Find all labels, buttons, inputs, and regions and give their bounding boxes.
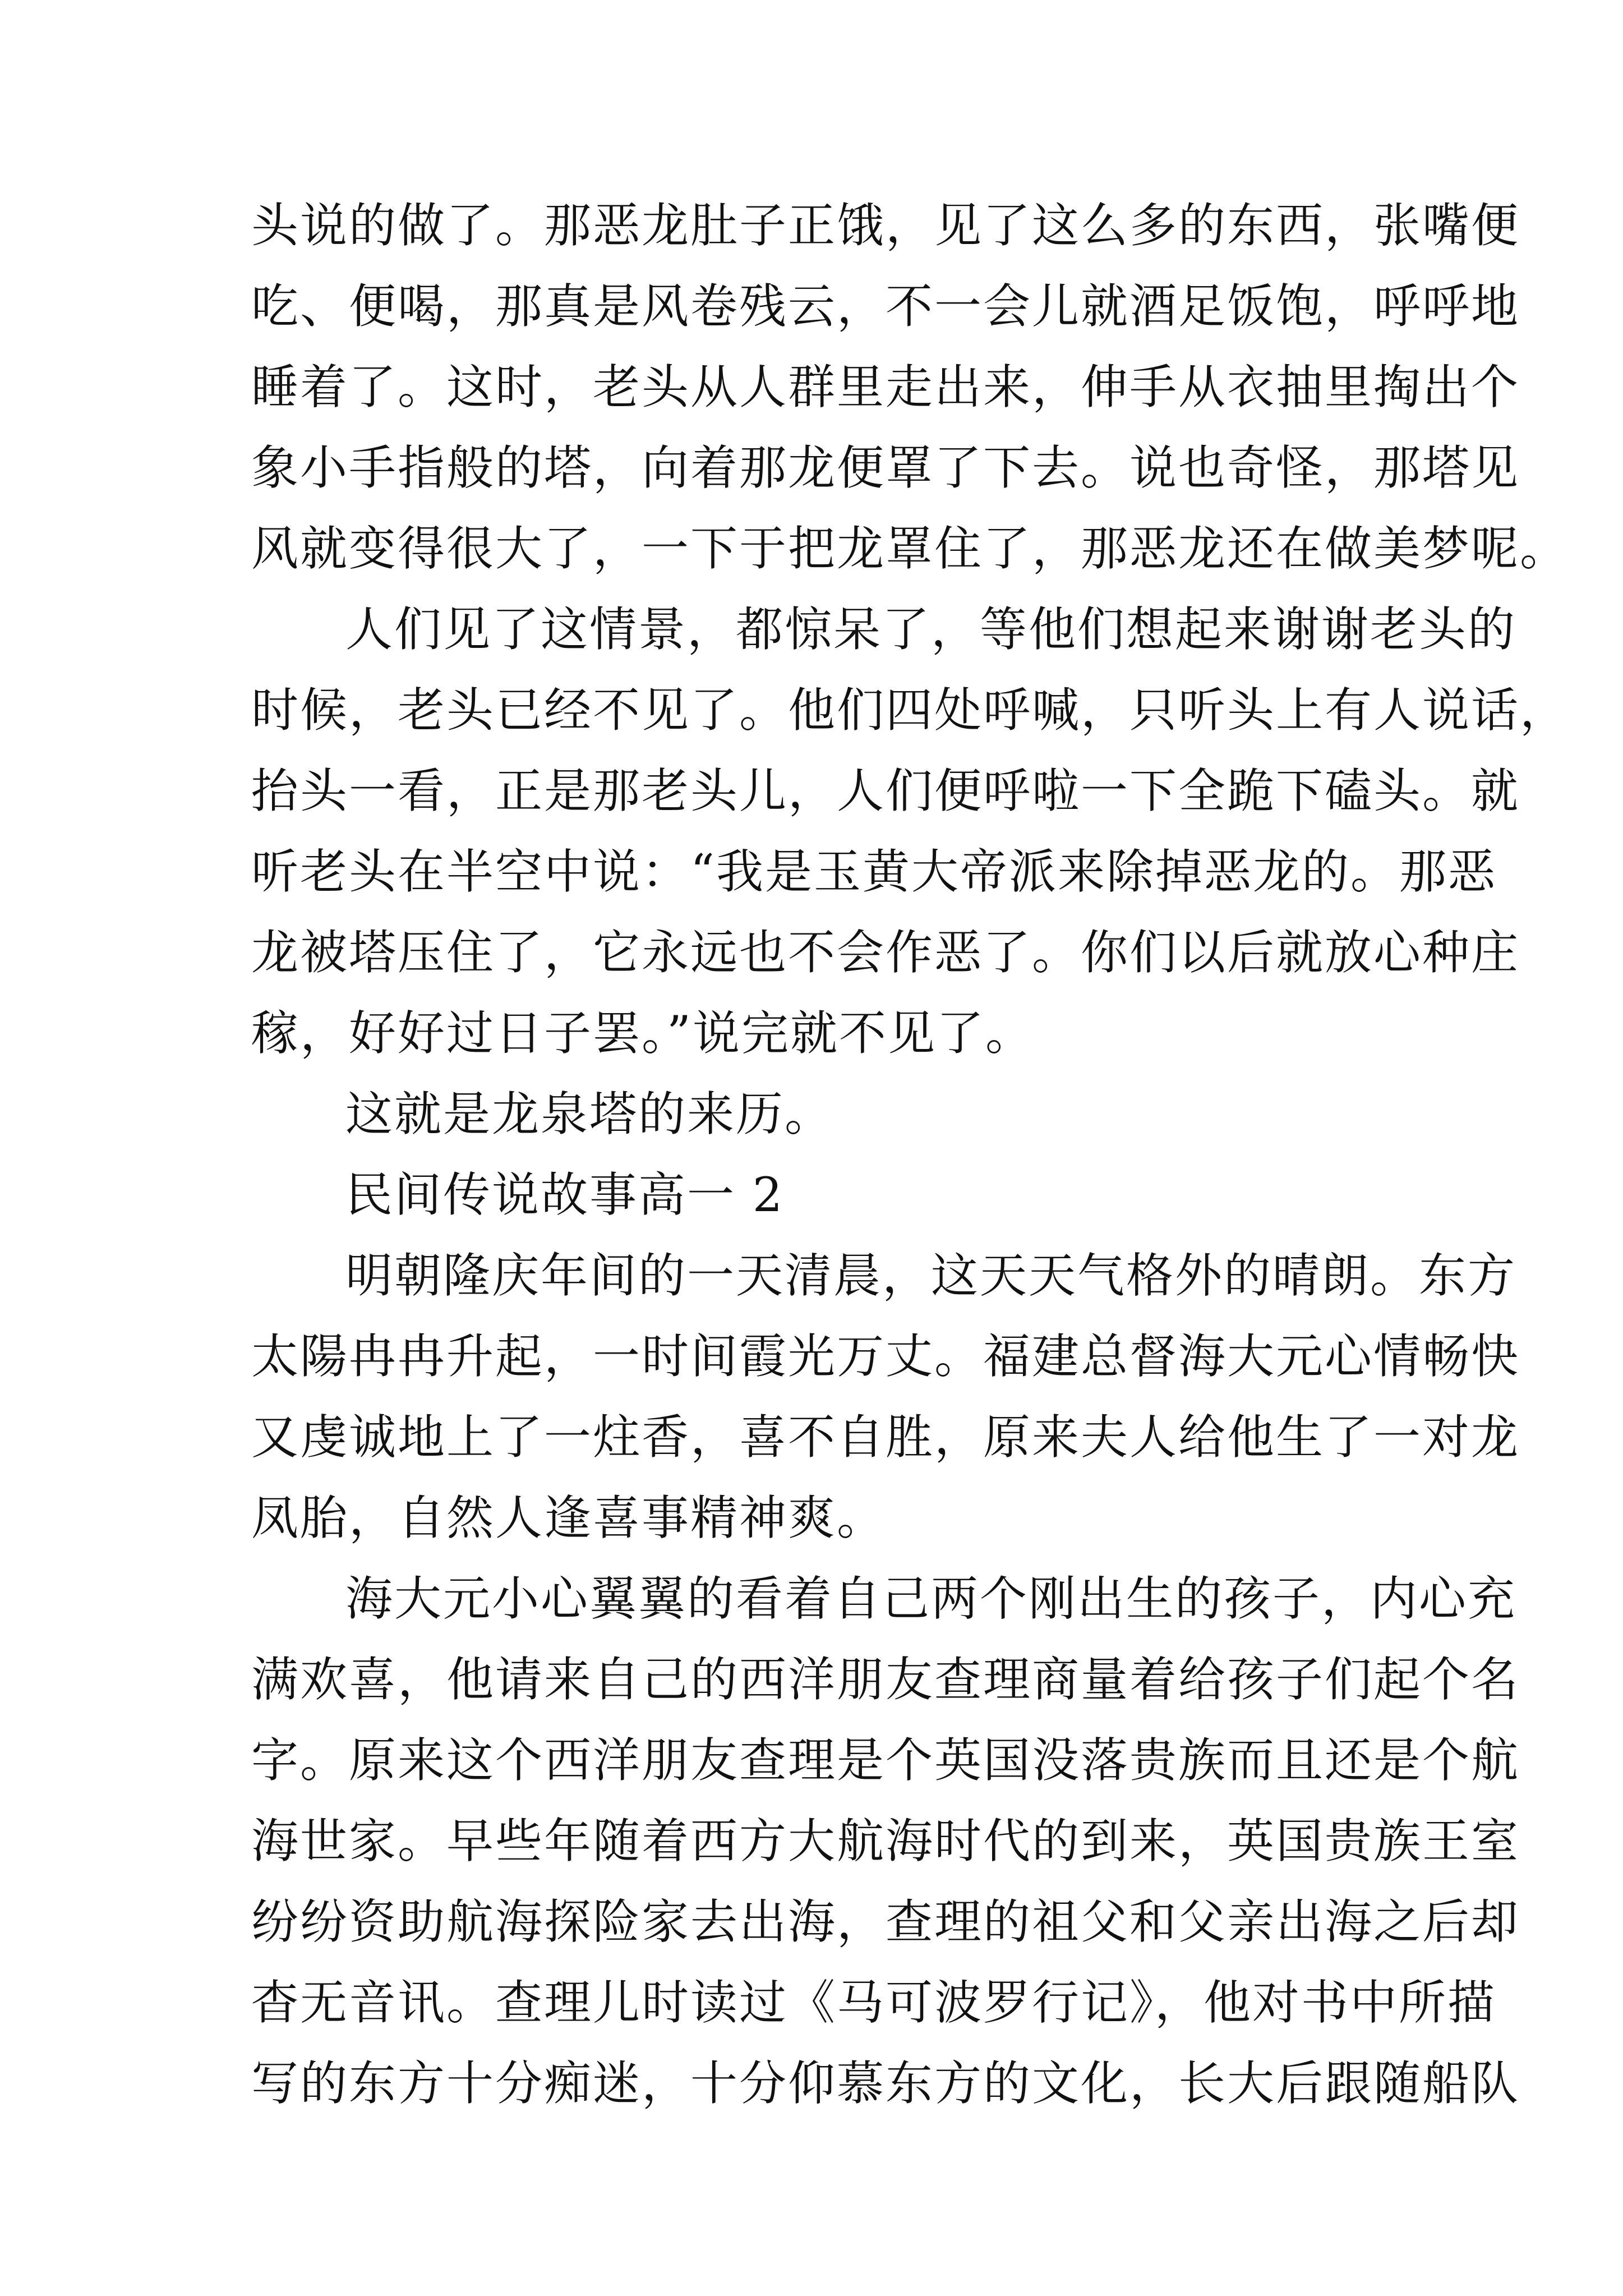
text-line: 满欢喜，他请来自己的西洋朋友查理商量着给孩子们起个名 xyxy=(251,1652,1520,1707)
text-line: 吃、便喝，那真是风卷残云，不一会儿就酒足饭饱，呼呼地 xyxy=(251,279,1520,334)
text-line: 纷纷资助航海探险家去出海，查理的祖父和父亲出海之后却 xyxy=(251,1894,1520,1949)
text-line: 人们见了这情景，都惊呆了，等他们想起来谢谢老头的 xyxy=(345,602,1517,657)
text-line: 字。原来这个西洋朋友查理是个英国没落贵族而且还是个航 xyxy=(251,1733,1520,1788)
text-line: 头说的做了。那恶龙肚子正饿，见了这么多的东西，张嘴便 xyxy=(251,198,1520,253)
text-line: 海世家。早些年随着西方大航海时代的到来，英国贵族王室 xyxy=(251,1814,1520,1869)
text-line: 海大元小心翼翼的看着自己两个刚出生的孩子，内心充 xyxy=(345,1571,1517,1626)
text-line: 太陽冉冉升起，一时间霞光万丈。福建总督海大元心情畅快 xyxy=(251,1329,1520,1384)
text-line: 杳无音讯。查理儿时读过《马可波罗行记》，他对书中所描 xyxy=(251,1975,1497,2030)
text-line: 又虔诚地上了一炷香，喜不自胜，原来夫人给他生了一对龙 xyxy=(251,1410,1520,1465)
text-line: 风就变得很大了，一下于把龙罩住了，那恶龙还在做美梦呢。 xyxy=(251,521,1569,576)
text-line: 明朝隆庆年间的一天清晨，这天天气格外的晴朗。东方 xyxy=(345,1248,1517,1303)
text-line: 凤胎，自然人逢喜事精神爽。 xyxy=(251,1490,886,1545)
section-heading: 民间传说故事高一 2 xyxy=(345,1167,785,1222)
text-line: 抬头一看，正是那老头儿，人们便呼啦一下全跪下磕头。就 xyxy=(251,763,1520,818)
text-line: 时候，老头已经不见了。他们四处呼喊，只听头上有人说话， xyxy=(251,683,1569,738)
text-line: 写的东方十分痴迷，十分仰慕东方的文化，长大后跟随船队 xyxy=(251,2056,1520,2111)
text-line: 这就是龙泉塔的来历。 xyxy=(345,1087,834,1142)
text-line: 听老头在半空中说：“我是玉黄大帝派来除掉恶龙的。那恶 xyxy=(251,844,1497,899)
body-text xyxy=(251,185,1569,2124)
text-line: 稼，好好过日子罢。”说完就不见了。 xyxy=(251,1006,1034,1061)
text-line: 睡着了。这时，老头从人群里走出来，伸手从衣抽里掏出个 xyxy=(251,360,1520,415)
text-line: 象小手指般的塔，向着那龙便罩了下去。说也奇怪，那塔见 xyxy=(251,440,1520,495)
text-line: 龙被塔压住了，它永远也不会作恶了。你们以后就放心种庄 xyxy=(251,925,1520,980)
